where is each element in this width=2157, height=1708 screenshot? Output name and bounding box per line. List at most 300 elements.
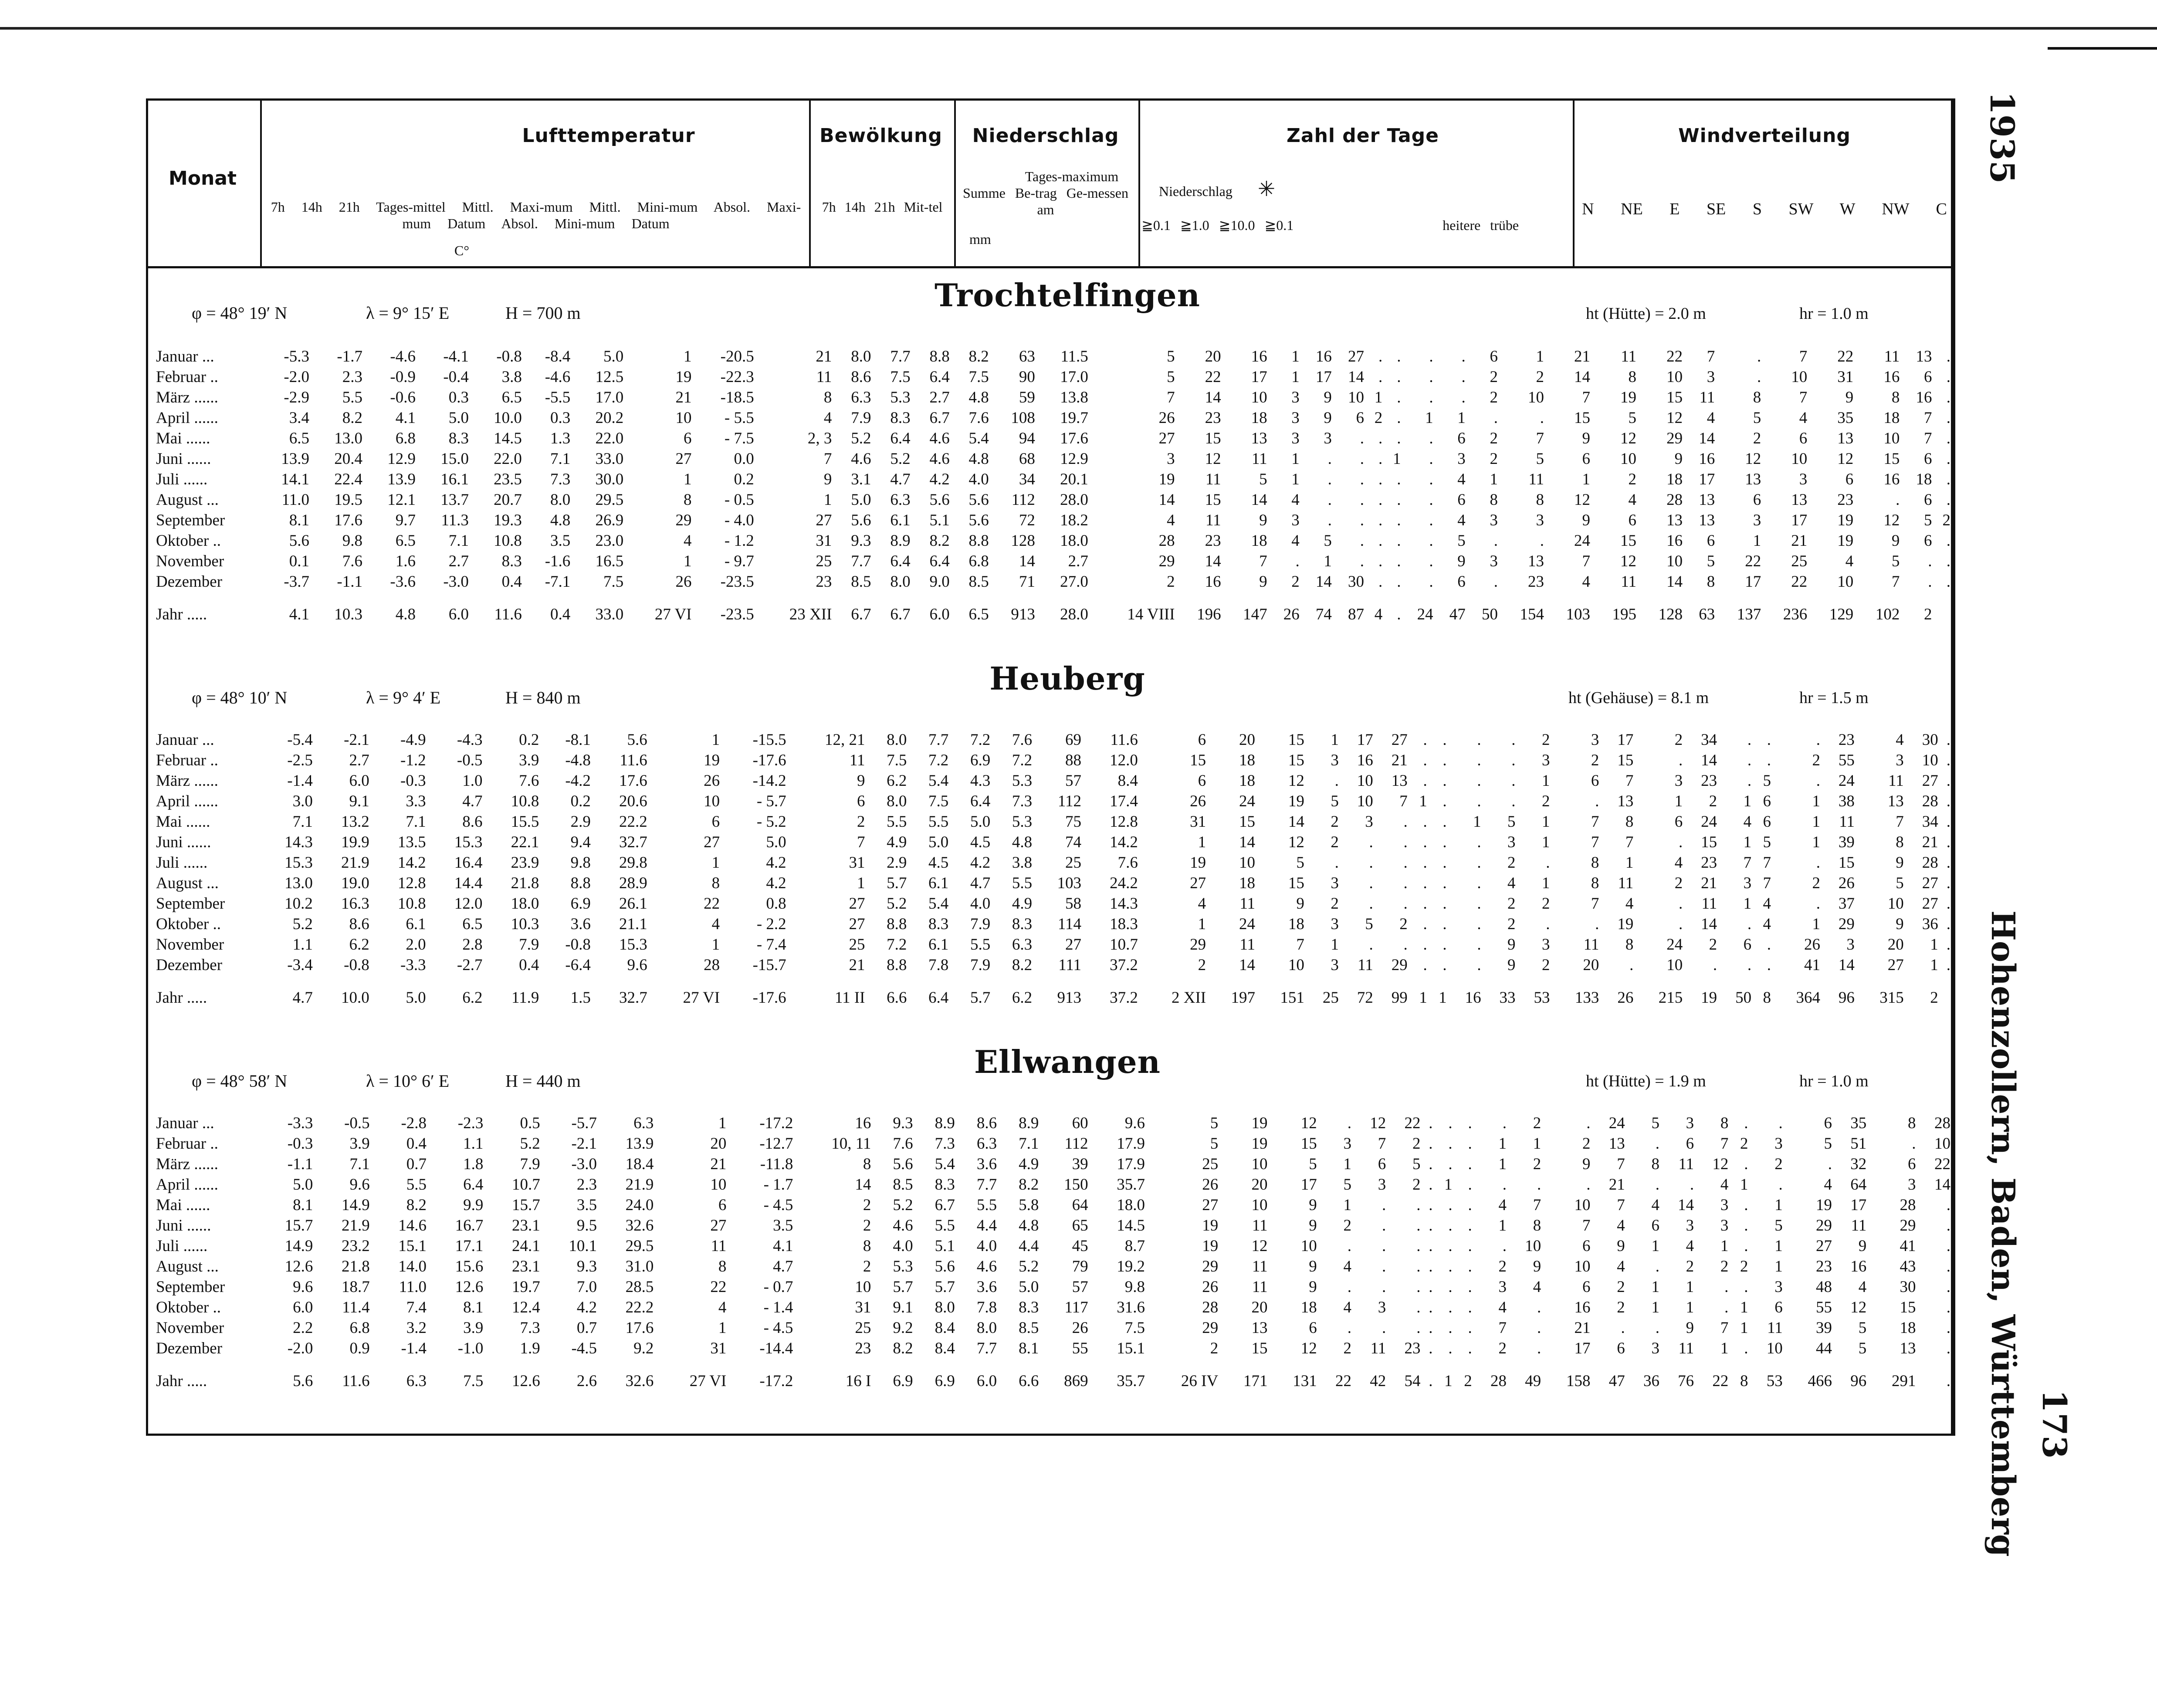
table-cell: 6.3	[1012, 936, 1033, 954]
table-cell: 59	[1019, 389, 1035, 406]
table-cell: 103	[1057, 874, 1081, 892]
table-cell: 6	[1582, 450, 1590, 468]
table-cell: 4	[823, 409, 832, 427]
table-cell: 6.4	[928, 989, 949, 1007]
table-row	[148, 771, 1952, 791]
table-cell: .	[1946, 430, 1950, 447]
table-cell: 16	[1666, 532, 1683, 550]
table-cell: 14	[1838, 956, 1855, 974]
table-cell: 4.8	[968, 450, 989, 468]
table-cell: 15	[1666, 389, 1683, 406]
table-cell: .	[1423, 915, 1427, 933]
table-cell: 7.1	[1019, 1135, 1039, 1153]
table-cell: 6.1	[890, 511, 911, 529]
table-cell: 1	[1674, 792, 1683, 810]
table-cell: 5.2	[1019, 1258, 1039, 1275]
table-cell: 6.4	[463, 1176, 484, 1194]
table-cell: 6	[1799, 430, 1808, 447]
table-cell: 4	[1498, 1299, 1507, 1316]
table-cell: -0.8	[565, 936, 591, 954]
table-cell: -23.5	[720, 573, 754, 591]
table-cell: 10, 11	[831, 1135, 871, 1153]
table-cell: 7.3	[935, 1135, 955, 1153]
table-cell: 2	[1628, 470, 1637, 488]
table-cell: 30	[1348, 573, 1365, 591]
col-truebe: trübe	[1490, 217, 1519, 233]
table-cell: .	[1397, 348, 1401, 365]
table-cell: 13	[1916, 348, 1932, 365]
table-cell: -6.4	[565, 956, 591, 974]
table-cell: .	[1382, 1196, 1386, 1214]
table-cell: .	[1468, 1299, 1472, 1316]
col-datum-min: Datum	[631, 216, 670, 231]
table-cell: 5	[1651, 1114, 1659, 1132]
table-cell: 11	[1621, 573, 1637, 591]
table-cell: 22	[1666, 348, 1683, 365]
table-cell: .	[1946, 936, 1950, 954]
table-row	[148, 1174, 1952, 1195]
table-cell: 22	[1745, 552, 1761, 570]
col-betrag: Be-trag	[1015, 185, 1057, 201]
col-wind-se: SE	[1707, 200, 1726, 218]
table-cell: .	[1448, 1155, 1453, 1173]
table-cell: 23.0	[595, 532, 624, 550]
table-cell: 21	[1574, 1319, 1591, 1337]
table-cell: 8	[1536, 491, 1544, 509]
col-absol-min: Absol. Mini-mum	[501, 216, 615, 231]
table-cell: 29	[1900, 1217, 1916, 1234]
table-cell: .	[1360, 511, 1365, 529]
table-cell: -0.6	[390, 389, 416, 406]
table-cell: 8.2	[968, 348, 989, 365]
table-cell: 12.1	[387, 491, 416, 509]
table-cell: 7.3	[520, 1319, 540, 1337]
table-cell: 25	[1791, 552, 1808, 570]
table-cell: 131	[1293, 1372, 1317, 1390]
table-row	[148, 750, 1952, 771]
table-cell: 12	[1850, 1299, 1867, 1316]
table-cell: 33.0	[595, 450, 624, 468]
table-cell: 4.2	[766, 874, 786, 892]
table-cell: .	[1744, 1237, 1748, 1255]
table-cell: 25	[1065, 854, 1081, 872]
table-cell: 22	[1404, 1114, 1421, 1132]
station-hr: hr = 1.0 m	[1799, 304, 1869, 323]
table-cell: 1	[1533, 1135, 1541, 1153]
table-cell: 5	[1896, 874, 1904, 892]
table-cell: 5.5	[1012, 874, 1033, 892]
col-21h: 21h	[339, 199, 360, 215]
table-cell: .	[1744, 1155, 1748, 1173]
table-row-jahr	[148, 1359, 1952, 1391]
table-cell: 4.0	[968, 470, 989, 488]
table-cell: 2.7	[349, 751, 369, 769]
table-cell: 12.8	[397, 874, 426, 892]
table-cell: 55	[1072, 1339, 1088, 1357]
table-cell: 7	[1617, 1196, 1625, 1214]
table-cell: 4.9	[887, 833, 907, 851]
table-cell: 23	[1527, 573, 1544, 591]
table-cell: 13	[1791, 491, 1808, 509]
table-cell: .	[1429, 573, 1433, 591]
table-cell: 1	[1720, 1339, 1729, 1357]
table-cell: 15	[1205, 430, 1221, 447]
table-cell: .	[1429, 1217, 1433, 1234]
table-cell: 5	[1457, 532, 1466, 550]
table-cell: .	[1429, 1135, 1433, 1153]
top-rule	[0, 27, 2157, 30]
table-cell: 29.5	[595, 491, 624, 509]
table-cell: .	[1295, 552, 1300, 570]
table-cell: .	[1461, 389, 1466, 406]
table-cell: 10.7	[1110, 936, 1138, 954]
table-cell: 4	[711, 915, 720, 933]
table-cell: 13.8	[1060, 389, 1088, 406]
table-cell: 9	[1845, 389, 1854, 406]
table-row	[148, 551, 1952, 572]
table-cell: 10.2	[284, 895, 313, 913]
table-cell: 2	[1198, 956, 1206, 974]
table-cell: 3	[1457, 450, 1466, 468]
table-cell: 15.1	[1117, 1339, 1145, 1357]
table-cell: 29	[1202, 1319, 1219, 1337]
table-cell: -1.0	[457, 1339, 484, 1357]
table-cell: 11	[1528, 470, 1544, 488]
table-cell: .	[1946, 1258, 1950, 1275]
table-cell: .	[1429, 1114, 1433, 1132]
table-cell: 6.8	[349, 1319, 370, 1337]
group-niederschlag: Niederschlag	[972, 125, 1119, 147]
table-cell: -11.8	[760, 1155, 793, 1173]
table-cell: 5	[1296, 854, 1304, 872]
table-cell: 10	[1666, 956, 1683, 974]
table-cell: 3	[1686, 1217, 1694, 1234]
table-cell: 1	[1743, 792, 1752, 810]
page-region: Hohenzollern, Baden, Württemberg	[1984, 910, 2022, 1557]
table-cell: 8.0	[935, 1299, 955, 1316]
table-cell: .	[1382, 1217, 1386, 1234]
table-cell: 6.7	[890, 605, 911, 623]
table-cell: 21	[1791, 532, 1808, 550]
table-cell: .	[1511, 751, 1516, 769]
table-cell: 7.9	[970, 956, 991, 974]
table-cell: 27.0	[1060, 573, 1088, 591]
table-cell: 2	[1464, 1372, 1472, 1390]
table-cell: 9	[1296, 895, 1304, 913]
table-cell: 1	[1331, 731, 1339, 749]
table-cell: 16	[1251, 348, 1267, 365]
table-cell: 68	[1019, 450, 1035, 468]
table-cell: 8.1	[293, 1196, 313, 1214]
table-cell: 1	[1541, 833, 1550, 851]
table-cell: 29	[1391, 956, 1408, 974]
table-cell: 6.3	[633, 1114, 654, 1132]
table-cell: 22	[710, 1278, 727, 1296]
table-cell: 0.2	[519, 731, 539, 749]
month-label: Februar ..	[156, 751, 218, 769]
table-cell: 2	[1331, 833, 1339, 851]
table-cell: - 7.4	[756, 936, 786, 954]
table-cell: 24	[1574, 532, 1590, 550]
table-cell: 6	[1707, 532, 1715, 550]
table-cell: 15.3	[454, 833, 483, 851]
table-cell: -4.8	[565, 751, 591, 769]
table-cell: 9.1	[349, 792, 369, 810]
table-cell: 9.6	[349, 1176, 370, 1194]
table-cell: 7.9	[970, 915, 991, 933]
table-cell: 8	[823, 389, 832, 406]
table-cell: 15	[1251, 1339, 1268, 1357]
table-cell: .	[1416, 1278, 1421, 1296]
table-cell: .	[1767, 731, 1771, 749]
table-cell: 41	[1804, 956, 1820, 974]
table-cell: 11 II	[834, 989, 865, 1007]
table-cell: 2	[1536, 368, 1544, 386]
table-row	[148, 873, 1952, 893]
table-cell: 4	[1291, 491, 1300, 509]
table-cell: 8.9	[1019, 1114, 1039, 1132]
table-cell: 3	[1720, 1196, 1729, 1214]
table-cell: 26	[1072, 1319, 1088, 1337]
table-cell: 18.0	[1060, 532, 1088, 550]
table-cell: 18.7	[341, 1278, 370, 1296]
month-label: Juli ......	[156, 470, 208, 488]
table-cell: .	[1429, 1278, 1433, 1296]
table-cell: 3.9	[349, 1135, 370, 1153]
table-cell: 27	[1065, 936, 1081, 954]
table-cell: 11.0	[399, 1278, 427, 1296]
table-cell: 4	[718, 1299, 727, 1316]
table-cell: 12.5	[595, 368, 624, 386]
table-cell: 31	[855, 1299, 871, 1316]
table-cell: -7.1	[545, 573, 571, 591]
table-cell: 10	[710, 1176, 727, 1194]
table-cell: 13.2	[341, 813, 369, 831]
table-cell: 6.5	[462, 915, 483, 933]
table-cell: 22	[1934, 1155, 1950, 1173]
table-cell: .	[1540, 532, 1544, 550]
table-cell: 8	[1490, 491, 1498, 509]
table-cell: 4.0	[976, 1237, 997, 1255]
table-cell: 7.5	[1124, 1319, 1145, 1337]
table-cell: 1	[1651, 1237, 1659, 1255]
table-cell: .	[1397, 573, 1401, 591]
table-cell: 5.1	[929, 511, 950, 529]
table-cell: 74	[1065, 833, 1081, 851]
table-cell: 7.1	[406, 813, 426, 831]
table-cell: 7	[1763, 874, 1771, 892]
table-cell: 6	[1923, 368, 1932, 386]
table-cell: 11.6	[494, 605, 522, 623]
table-cell: 215	[1658, 989, 1683, 1007]
table-cell: 12	[1666, 409, 1683, 427]
table-cell: .	[1477, 854, 1481, 872]
table-cell: 7.9	[520, 1155, 540, 1173]
table-cell: 5.0	[928, 833, 949, 851]
table-cell: 13	[1699, 491, 1715, 509]
table-cell: .	[1493, 532, 1498, 550]
table-cell: 20	[1251, 1299, 1268, 1316]
table-cell: 6	[1617, 1339, 1625, 1357]
month-label: Oktober ..	[156, 915, 221, 933]
table-cell: 22.4	[334, 470, 362, 488]
table-cell: 3	[1774, 1135, 1783, 1153]
col-cloud-14h: 14h	[844, 199, 866, 215]
table-cell: 8.4	[935, 1319, 955, 1337]
table-cell: .	[1896, 491, 1900, 509]
table-cell: 18	[1300, 1299, 1317, 1316]
table-cell: 23	[1701, 854, 1717, 872]
table-cell: 21.8	[341, 1258, 370, 1275]
table-cell: .	[1369, 874, 1373, 892]
station-height: H = 840 m	[505, 688, 581, 707]
table-cell: 7	[1591, 813, 1599, 831]
table-cell: .	[1778, 1176, 1783, 1194]
table-cell: .	[1378, 430, 1383, 447]
table-cell: 26	[1190, 792, 1206, 810]
table-cell: 5	[1891, 552, 1900, 570]
table-cell: 1	[684, 552, 692, 570]
table-cell: 7.6	[519, 772, 539, 790]
table-cell: 2	[1541, 792, 1550, 810]
table-cell: .	[1429, 1196, 1433, 1214]
table-cell: 14	[1574, 368, 1590, 386]
table-cell: 11	[1251, 450, 1267, 468]
table-cell: 10	[1883, 430, 1900, 447]
table-cell: 19	[1288, 792, 1304, 810]
table-cell: 7.9	[519, 936, 539, 954]
table-cell: 1	[1419, 792, 1427, 810]
table-cell: 24	[1239, 915, 1256, 933]
table-cell: 7.7	[976, 1339, 997, 1357]
table-cell: 0.4	[519, 956, 539, 974]
table-cell: 15	[1190, 751, 1206, 769]
table-cell: 48	[1816, 1278, 1832, 1296]
table-cell: .	[1468, 1237, 1472, 1255]
table-cell: 5.4	[935, 1155, 955, 1173]
table-cell: .	[1928, 573, 1932, 591]
table-cell: 9	[823, 470, 832, 488]
table-cell: 4.3	[970, 772, 991, 790]
table-cell: 12.6	[284, 1258, 313, 1275]
table-cell: 4.4	[1019, 1237, 1039, 1255]
table-cell: 5.0	[603, 348, 624, 365]
table-cell: .	[1946, 1196, 1950, 1214]
table-cell: 14.9	[284, 1237, 313, 1255]
table-cell: 8.8	[887, 915, 907, 933]
table-cell: 10.0	[341, 989, 369, 1007]
table-cell: .	[1477, 915, 1481, 933]
table-cell: 11	[1205, 511, 1221, 529]
table-cell: 3	[1720, 1217, 1729, 1234]
table-cell: 10	[1357, 792, 1373, 810]
table-cell: - 5.7	[756, 792, 786, 810]
table-cell: 1	[1291, 450, 1300, 468]
table-cell: 3	[1908, 1176, 1916, 1194]
table-cell: 5.6	[929, 491, 950, 509]
table-cell: 27	[1202, 1196, 1219, 1214]
table-cell: 23.9	[511, 854, 539, 872]
month-label: April ......	[156, 1176, 218, 1194]
table-cell: 1	[718, 1319, 727, 1337]
table-cell: 19.9	[341, 833, 369, 851]
table-cell: 5.0	[851, 491, 871, 509]
table-cell: 14	[1239, 833, 1256, 851]
table-cell: 9.6	[627, 956, 647, 974]
table-cell: 1	[1541, 813, 1550, 831]
table-cell: 4	[1457, 511, 1466, 529]
month-label: April ......	[156, 792, 218, 810]
table-cell: 2	[1541, 731, 1550, 749]
table-cell: .	[1468, 1339, 1472, 1357]
table-cell: 22	[1205, 368, 1221, 386]
table-row	[148, 531, 1952, 551]
table-cell: -8.4	[545, 348, 571, 365]
table-cell: 9	[1533, 1258, 1541, 1275]
table-cell: .	[1429, 450, 1433, 468]
table-cell: 5	[1824, 1135, 1832, 1153]
table-cell: 3.6	[976, 1155, 997, 1173]
table-cell: 27	[1391, 731, 1408, 749]
table-cell: 2	[857, 813, 865, 831]
table-cell: -3.6	[390, 573, 416, 591]
table-cell: 41	[1900, 1237, 1916, 1255]
table-cell: 16.7	[455, 1217, 484, 1234]
page-year: 1935	[1983, 91, 2022, 184]
table-cell: 1	[1419, 989, 1427, 1007]
table-cell: 3	[1365, 813, 1373, 831]
table-cell: 12	[1620, 430, 1637, 447]
table-cell: 4.1	[773, 1237, 793, 1255]
month-label: Juni ......	[156, 1217, 211, 1234]
table-cell: .	[1369, 895, 1373, 913]
table-cell: 16	[855, 1114, 871, 1132]
table-cell: 10	[1288, 956, 1304, 974]
table-cell: 6.6	[1019, 1372, 1039, 1390]
table-cell: 466	[1808, 1372, 1832, 1390]
table-cell: 23.5	[494, 470, 522, 488]
precip-column-headers	[956, 168, 1135, 247]
table-cell: 4	[1533, 1278, 1541, 1296]
table-cell: 1	[1541, 772, 1550, 790]
col-cloud-7h: 7h	[822, 199, 836, 215]
table-cell: -3.0	[571, 1155, 597, 1173]
table-cell: .	[1493, 409, 1498, 427]
table-cell: .	[1360, 470, 1365, 488]
table-cell: .	[1403, 854, 1408, 872]
table-cell: 5.6	[968, 491, 989, 509]
table-cell: 0.3	[448, 389, 469, 406]
table-cell: 13	[1608, 1135, 1625, 1153]
table-cell: 8.0	[887, 792, 907, 810]
table-cell: 11.9	[511, 989, 539, 1007]
table-cell: 15.3	[619, 936, 647, 954]
table-cell: 3	[1846, 936, 1855, 954]
table-cell: .	[1397, 409, 1401, 427]
table-cell: 4.2	[576, 1299, 597, 1316]
table-cell: 20	[1239, 731, 1256, 749]
table-cell: 4.0	[893, 1237, 913, 1255]
col-wind-e: E	[1669, 200, 1680, 218]
unit-mm: mm	[969, 231, 991, 247]
table-cell: 2	[863, 1258, 871, 1275]
table-cell: 1	[1444, 1372, 1453, 1390]
temp-units	[266, 242, 658, 259]
table-cell: 5.6	[893, 1155, 913, 1173]
table-cell: - 2.2	[756, 915, 786, 933]
table-cell: 26	[1617, 989, 1634, 1007]
divider	[954, 98, 956, 268]
